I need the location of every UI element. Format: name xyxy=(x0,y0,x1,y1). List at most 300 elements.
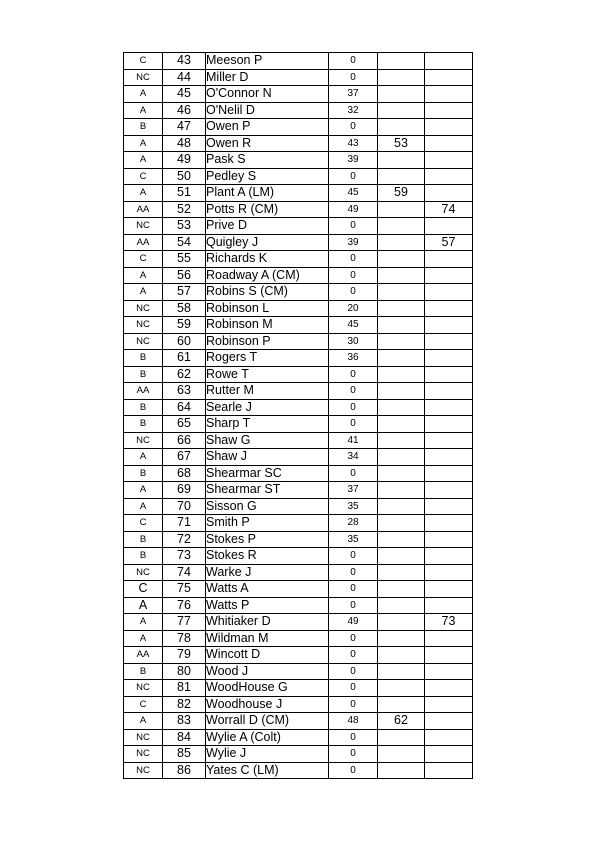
name-cell: Whitiaker D xyxy=(206,614,329,631)
score-3-cell xyxy=(425,185,473,202)
score-3-cell xyxy=(425,531,473,548)
score-1-cell: 32 xyxy=(329,102,378,119)
name-cell: Wildman M xyxy=(206,630,329,647)
member-score-table xyxy=(123,52,473,779)
grade-cell: C xyxy=(124,168,163,185)
score-2-cell xyxy=(378,465,425,482)
table-row xyxy=(124,696,473,713)
name-cell: Wylie J xyxy=(206,746,329,763)
grade-cell: A xyxy=(124,284,163,301)
number-cell: 53 xyxy=(163,218,206,235)
score-3-cell xyxy=(425,630,473,647)
score-3-cell xyxy=(425,432,473,449)
name-cell: Potts R (CM) xyxy=(206,201,329,218)
table-row xyxy=(124,218,473,235)
score-3-cell xyxy=(425,383,473,400)
number-cell: 69 xyxy=(163,482,206,499)
number-cell: 61 xyxy=(163,350,206,367)
table-row xyxy=(124,168,473,185)
name-cell: Roadway A (CM) xyxy=(206,267,329,284)
score-2-cell xyxy=(378,729,425,746)
name-cell: Pedley S xyxy=(206,168,329,185)
grade-cell: C xyxy=(124,53,163,70)
score-3-cell xyxy=(425,746,473,763)
score-3-cell xyxy=(425,86,473,103)
grade-cell: A xyxy=(124,102,163,119)
name-cell: Pask S xyxy=(206,152,329,169)
score-2-cell xyxy=(378,152,425,169)
score-3-cell xyxy=(425,564,473,581)
score-2-cell xyxy=(378,53,425,70)
score-1-cell: 0 xyxy=(329,762,378,779)
table-row xyxy=(124,300,473,317)
score-3-cell: 57 xyxy=(425,234,473,251)
table-row xyxy=(124,465,473,482)
score-2-cell xyxy=(378,350,425,367)
grade-cell: B xyxy=(124,399,163,416)
score-2-cell xyxy=(378,284,425,301)
name-cell: Robinson M xyxy=(206,317,329,334)
name-cell: Stokes P xyxy=(206,531,329,548)
score-1-cell: 0 xyxy=(329,746,378,763)
table-row xyxy=(124,185,473,202)
number-cell: 64 xyxy=(163,399,206,416)
score-3-cell xyxy=(425,135,473,152)
score-3-cell xyxy=(425,300,473,317)
number-cell: 59 xyxy=(163,317,206,334)
number-cell: 66 xyxy=(163,432,206,449)
table-row xyxy=(124,119,473,136)
score-2-cell xyxy=(378,383,425,400)
grade-cell: NC xyxy=(124,218,163,235)
score-2-cell xyxy=(378,119,425,136)
score-1-cell: 0 xyxy=(329,416,378,433)
score-3-cell xyxy=(425,762,473,779)
name-cell: Sharp T xyxy=(206,416,329,433)
score-1-cell: 49 xyxy=(329,201,378,218)
number-cell: 49 xyxy=(163,152,206,169)
score-3-cell xyxy=(425,333,473,350)
score-3-cell xyxy=(425,152,473,169)
number-cell: 45 xyxy=(163,86,206,103)
score-2-cell xyxy=(378,515,425,532)
number-cell: 70 xyxy=(163,498,206,515)
number-cell: 84 xyxy=(163,729,206,746)
grade-cell: A xyxy=(124,185,163,202)
score-1-cell: 49 xyxy=(329,614,378,631)
grade-cell: B xyxy=(124,465,163,482)
number-cell: 81 xyxy=(163,680,206,697)
score-3-cell xyxy=(425,350,473,367)
score-2-cell xyxy=(378,168,425,185)
grade-cell: B xyxy=(124,548,163,565)
grade-cell: A xyxy=(124,498,163,515)
grade-cell: A xyxy=(124,614,163,631)
number-cell: 58 xyxy=(163,300,206,317)
score-1-cell: 0 xyxy=(329,168,378,185)
score-1-cell: 48 xyxy=(329,713,378,730)
table-row xyxy=(124,333,473,350)
grade-cell: NC xyxy=(124,432,163,449)
number-cell: 85 xyxy=(163,746,206,763)
number-cell: 54 xyxy=(163,234,206,251)
number-cell: 74 xyxy=(163,564,206,581)
table-row xyxy=(124,135,473,152)
score-1-cell: 0 xyxy=(329,69,378,86)
table-row xyxy=(124,317,473,334)
score-2-cell xyxy=(378,680,425,697)
grade-cell: C xyxy=(124,696,163,713)
table-row xyxy=(124,663,473,680)
score-3-cell xyxy=(425,366,473,383)
score-1-cell: 36 xyxy=(329,350,378,367)
number-cell: 56 xyxy=(163,267,206,284)
score-1-cell: 0 xyxy=(329,267,378,284)
table-row xyxy=(124,630,473,647)
table-row xyxy=(124,432,473,449)
score-3-cell xyxy=(425,729,473,746)
score-1-cell: 35 xyxy=(329,531,378,548)
score-3-cell xyxy=(425,69,473,86)
score-1-cell: 28 xyxy=(329,515,378,532)
score-1-cell: 37 xyxy=(329,86,378,103)
table-row xyxy=(124,729,473,746)
name-cell: Owen P xyxy=(206,119,329,136)
number-cell: 51 xyxy=(163,185,206,202)
score-2-cell xyxy=(378,663,425,680)
number-cell: 48 xyxy=(163,135,206,152)
number-cell: 83 xyxy=(163,713,206,730)
score-3-cell xyxy=(425,218,473,235)
score-1-cell: 30 xyxy=(329,333,378,350)
name-cell: O'Connor N xyxy=(206,86,329,103)
score-1-cell: 0 xyxy=(329,53,378,70)
grade-cell: NC xyxy=(124,69,163,86)
score-3-cell xyxy=(425,680,473,697)
score-1-cell: 20 xyxy=(329,300,378,317)
grade-cell: C xyxy=(124,581,163,598)
score-2-cell xyxy=(378,531,425,548)
score-3-cell xyxy=(425,548,473,565)
name-cell: O'Nelil D xyxy=(206,102,329,119)
grade-cell: B xyxy=(124,531,163,548)
score-1-cell: 39 xyxy=(329,234,378,251)
score-2-cell xyxy=(378,201,425,218)
score-3-cell xyxy=(425,647,473,664)
name-cell: Yates C (LM) xyxy=(206,762,329,779)
score-3-cell xyxy=(425,267,473,284)
grade-cell: NC xyxy=(124,564,163,581)
table-row xyxy=(124,713,473,730)
score-3-cell xyxy=(425,53,473,70)
score-3-cell xyxy=(425,102,473,119)
score-2-cell xyxy=(378,86,425,103)
grade-cell: AA xyxy=(124,383,163,400)
table-row xyxy=(124,647,473,664)
score-2-cell xyxy=(378,69,425,86)
number-cell: 57 xyxy=(163,284,206,301)
number-cell: 44 xyxy=(163,69,206,86)
number-cell: 79 xyxy=(163,647,206,664)
table-row xyxy=(124,515,473,532)
grade-cell: A xyxy=(124,482,163,499)
score-1-cell: 0 xyxy=(329,284,378,301)
score-3-cell: 73 xyxy=(425,614,473,631)
score-1-cell: 0 xyxy=(329,663,378,680)
score-3-cell xyxy=(425,119,473,136)
score-2-cell xyxy=(378,597,425,614)
name-cell: Robinson L xyxy=(206,300,329,317)
number-cell: 52 xyxy=(163,201,206,218)
score-1-cell: 0 xyxy=(329,548,378,565)
score-2-cell xyxy=(378,251,425,268)
score-2-cell: 59 xyxy=(378,185,425,202)
score-2-cell xyxy=(378,482,425,499)
name-cell: Stokes R xyxy=(206,548,329,565)
number-cell: 63 xyxy=(163,383,206,400)
score-3-cell xyxy=(425,498,473,515)
score-2-cell xyxy=(378,267,425,284)
table-row xyxy=(124,350,473,367)
grade-cell: NC xyxy=(124,729,163,746)
grade-cell: A xyxy=(124,630,163,647)
score-3-cell xyxy=(425,515,473,532)
score-3-cell xyxy=(425,597,473,614)
name-cell: Searle J xyxy=(206,399,329,416)
name-cell: Miller D xyxy=(206,69,329,86)
grade-cell: AA xyxy=(124,201,163,218)
number-cell: 46 xyxy=(163,102,206,119)
table-row xyxy=(124,201,473,218)
name-cell: Worrall D (CM) xyxy=(206,713,329,730)
name-cell: Warke J xyxy=(206,564,329,581)
number-cell: 43 xyxy=(163,53,206,70)
score-2-cell xyxy=(378,366,425,383)
score-3-cell xyxy=(425,251,473,268)
name-cell: Watts A xyxy=(206,581,329,598)
table-row xyxy=(124,267,473,284)
score-1-cell: 34 xyxy=(329,449,378,466)
score-2-cell xyxy=(378,333,425,350)
grade-cell: B xyxy=(124,663,163,680)
table-row xyxy=(124,498,473,515)
grade-cell: AA xyxy=(124,647,163,664)
name-cell: Robinson P xyxy=(206,333,329,350)
score-2-cell xyxy=(378,317,425,334)
grade-cell: A xyxy=(124,86,163,103)
number-cell: 47 xyxy=(163,119,206,136)
grade-cell: A xyxy=(124,449,163,466)
score-1-cell: 0 xyxy=(329,729,378,746)
name-cell: Wood J xyxy=(206,663,329,680)
name-cell: Rutter M xyxy=(206,383,329,400)
name-cell: Shaw J xyxy=(206,449,329,466)
score-3-cell xyxy=(425,482,473,499)
score-1-cell: 0 xyxy=(329,465,378,482)
score-2-cell xyxy=(378,300,425,317)
number-cell: 50 xyxy=(163,168,206,185)
table-row xyxy=(124,86,473,103)
number-cell: 77 xyxy=(163,614,206,631)
score-3-cell xyxy=(425,284,473,301)
score-1-cell: 45 xyxy=(329,317,378,334)
name-cell: Wylie A (Colt) xyxy=(206,729,329,746)
score-1-cell: 0 xyxy=(329,383,378,400)
score-1-cell: 0 xyxy=(329,366,378,383)
grade-cell: A xyxy=(124,713,163,730)
table-row xyxy=(124,564,473,581)
name-cell: Shearmar ST xyxy=(206,482,329,499)
score-2-cell xyxy=(378,696,425,713)
score-1-cell: 0 xyxy=(329,119,378,136)
number-cell: 62 xyxy=(163,366,206,383)
score-2-cell xyxy=(378,498,425,515)
grade-cell: NC xyxy=(124,746,163,763)
score-2-cell xyxy=(378,399,425,416)
grade-cell: NC xyxy=(124,680,163,697)
table-row xyxy=(124,234,473,251)
score-3-cell xyxy=(425,465,473,482)
score-2-cell xyxy=(378,630,425,647)
score-3-cell xyxy=(425,581,473,598)
score-1-cell: 39 xyxy=(329,152,378,169)
score-3-cell xyxy=(425,663,473,680)
table-row xyxy=(124,152,473,169)
score-1-cell: 37 xyxy=(329,482,378,499)
name-cell: Shearmar SC xyxy=(206,465,329,482)
grade-cell: B xyxy=(124,366,163,383)
score-3-cell: 74 xyxy=(425,201,473,218)
name-cell: Watts P xyxy=(206,597,329,614)
name-cell: Richards K xyxy=(206,251,329,268)
number-cell: 67 xyxy=(163,449,206,466)
score-1-cell: 0 xyxy=(329,597,378,614)
score-1-cell: 43 xyxy=(329,135,378,152)
name-cell: Prive D xyxy=(206,218,329,235)
score-1-cell: 0 xyxy=(329,696,378,713)
table-row xyxy=(124,449,473,466)
number-cell: 82 xyxy=(163,696,206,713)
score-2-cell xyxy=(378,746,425,763)
table-row xyxy=(124,251,473,268)
number-cell: 80 xyxy=(163,663,206,680)
grade-cell: B xyxy=(124,119,163,136)
number-cell: 73 xyxy=(163,548,206,565)
score-1-cell: 0 xyxy=(329,251,378,268)
table-row xyxy=(124,614,473,631)
score-1-cell: 35 xyxy=(329,498,378,515)
number-cell: 55 xyxy=(163,251,206,268)
number-cell: 78 xyxy=(163,630,206,647)
grade-cell: A xyxy=(124,597,163,614)
score-2-cell xyxy=(378,614,425,631)
table-row xyxy=(124,53,473,70)
score-2-cell xyxy=(378,416,425,433)
score-1-cell: 0 xyxy=(329,218,378,235)
table-row xyxy=(124,482,473,499)
score-3-cell xyxy=(425,713,473,730)
score-2-cell xyxy=(378,449,425,466)
score-2-cell xyxy=(378,432,425,449)
name-cell: Smith P xyxy=(206,515,329,532)
score-2-cell: 53 xyxy=(378,135,425,152)
name-cell: Meeson P xyxy=(206,53,329,70)
name-cell: Owen R xyxy=(206,135,329,152)
grade-cell: A xyxy=(124,152,163,169)
table-row xyxy=(124,597,473,614)
table-row xyxy=(124,383,473,400)
number-cell: 71 xyxy=(163,515,206,532)
grade-cell: C xyxy=(124,251,163,268)
name-cell: Rogers T xyxy=(206,350,329,367)
score-2-cell xyxy=(378,581,425,598)
score-3-cell xyxy=(425,449,473,466)
score-2-cell xyxy=(378,564,425,581)
table-row xyxy=(124,416,473,433)
number-cell: 75 xyxy=(163,581,206,598)
grade-cell: AA xyxy=(124,234,163,251)
score-3-cell xyxy=(425,168,473,185)
grade-cell: A xyxy=(124,267,163,284)
grade-cell: NC xyxy=(124,317,163,334)
grade-cell: NC xyxy=(124,300,163,317)
score-2-cell xyxy=(378,762,425,779)
score-1-cell: 45 xyxy=(329,185,378,202)
name-cell: WoodHouse G xyxy=(206,680,329,697)
score-2-cell xyxy=(378,548,425,565)
grade-cell: NC xyxy=(124,333,163,350)
name-cell: Plant A (LM) xyxy=(206,185,329,202)
grade-cell: B xyxy=(124,416,163,433)
number-cell: 68 xyxy=(163,465,206,482)
score-2-cell xyxy=(378,234,425,251)
table-row xyxy=(124,762,473,779)
number-cell: 72 xyxy=(163,531,206,548)
name-cell: Rowe T xyxy=(206,366,329,383)
table-row xyxy=(124,69,473,86)
table-row xyxy=(124,746,473,763)
table-row xyxy=(124,581,473,598)
score-2-cell xyxy=(378,218,425,235)
number-cell: 65 xyxy=(163,416,206,433)
table-row xyxy=(124,680,473,697)
table-row xyxy=(124,284,473,301)
grade-cell: C xyxy=(124,515,163,532)
name-cell: Wincott D xyxy=(206,647,329,664)
score-1-cell: 41 xyxy=(329,432,378,449)
table-row xyxy=(124,366,473,383)
score-2-cell xyxy=(378,102,425,119)
score-3-cell xyxy=(425,696,473,713)
score-3-cell xyxy=(425,416,473,433)
grade-cell: B xyxy=(124,350,163,367)
table-body xyxy=(124,53,473,779)
name-cell: Sisson G xyxy=(206,498,329,515)
grade-cell: A xyxy=(124,135,163,152)
name-cell: Woodhouse J xyxy=(206,696,329,713)
table-row xyxy=(124,102,473,119)
score-1-cell: 0 xyxy=(329,581,378,598)
name-cell: Shaw G xyxy=(206,432,329,449)
score-1-cell: 0 xyxy=(329,399,378,416)
score-1-cell: 0 xyxy=(329,630,378,647)
score-2-cell: 62 xyxy=(378,713,425,730)
name-cell: Robins S (CM) xyxy=(206,284,329,301)
score-1-cell: 0 xyxy=(329,564,378,581)
table-row xyxy=(124,399,473,416)
number-cell: 60 xyxy=(163,333,206,350)
score-1-cell: 0 xyxy=(329,680,378,697)
